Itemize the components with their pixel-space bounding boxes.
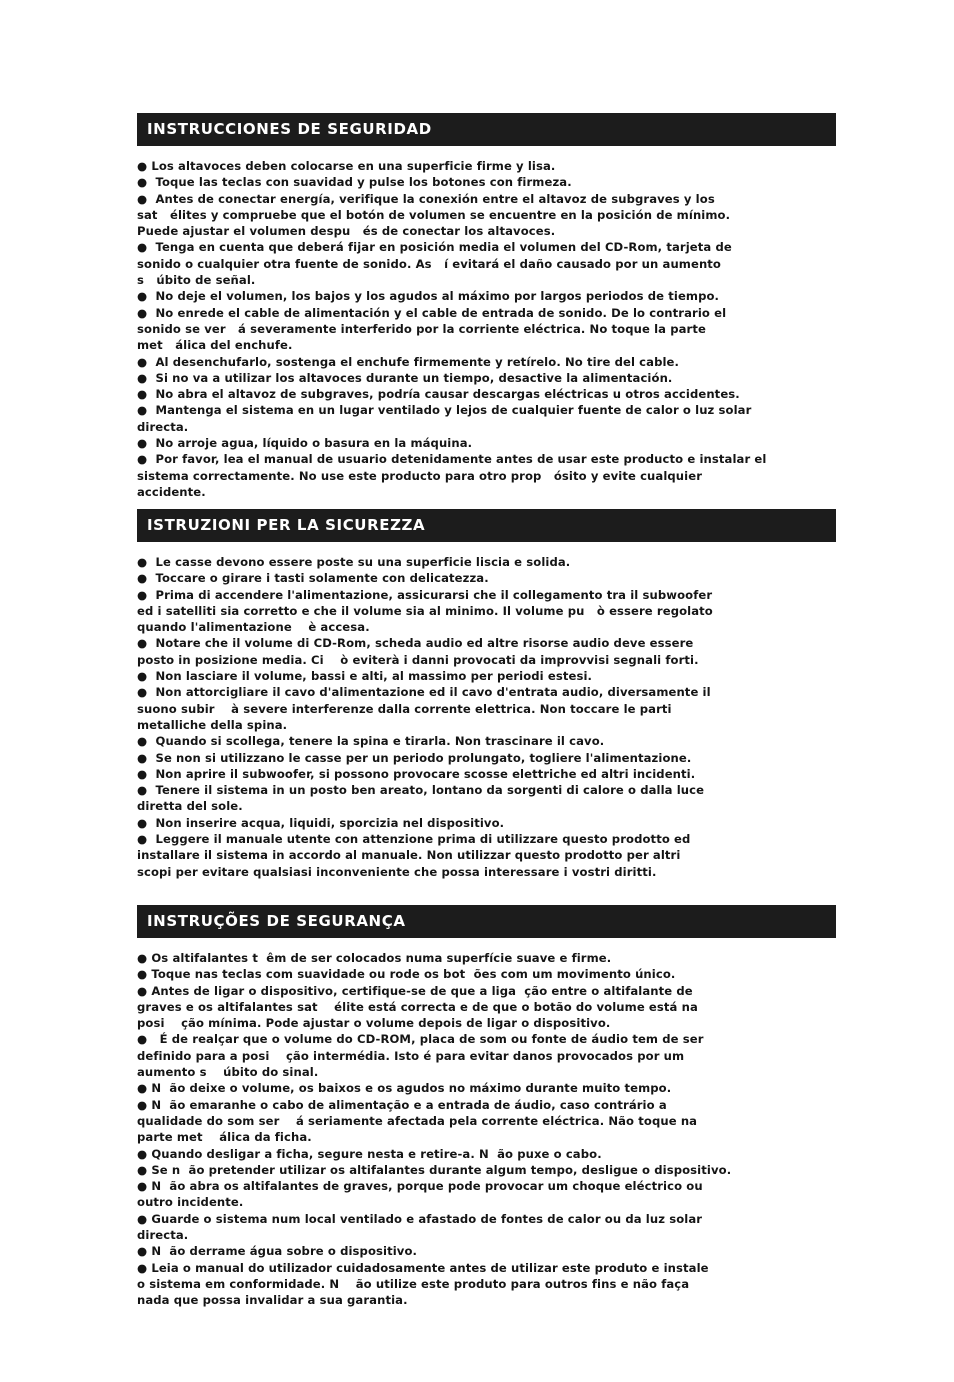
instruction-line: ● Toccare o girare i tasti solamente con delicatezza.	[137, 571, 489, 586]
instruction-line: ● N ão derrame água sobre o dispositivo.	[137, 1244, 418, 1259]
instruction-line: accidente.	[137, 484, 206, 499]
instruction-line: sat élites y compruebe que el botón de volumen se encuentre en la posición de mínimo.	[137, 207, 731, 222]
instruction-line: posto in posizione media. Ci ò eviterà i danni provocati da improvvisi segnali forti.	[137, 652, 699, 667]
section-italian	[137, 509, 836, 880]
instruction-line: ed i satelliti sia corretto e che il volume sia al minimo. Il volume pu ò essere regolato	[137, 603, 713, 618]
instruction-line: ● Antes de conectar energía, verifique la conexión entre el altavoz de subgraves y los	[137, 191, 715, 206]
instruction-line: ● N ão abra os altifalantes de graves, porque pode provocar um choque eléctrico ou	[137, 1179, 703, 1194]
instruction-line: met álica del enchufe.	[137, 338, 293, 353]
instruction-line: quando l'alimentazione è accesa.	[137, 620, 370, 635]
instruction-line: ● É de realçar que o volume do CD-ROM, placa de som ou fonte de áudio tem de ser	[137, 1032, 704, 1047]
instruction-line: scopi per evitare qualsiasi inconveniente che possa interessare i vostri diritti.	[137, 864, 657, 879]
instruction-line: ● Non inserire acqua, liquidi, sporcizia nel dispositivo.	[137, 815, 505, 830]
instruction-line: ● Prima di accendere l'alimentazione, assicurarsi che il collegamento tra il subwoofer	[137, 587, 713, 602]
section-title: ISTRUZIONI PER LA SICUREZZA	[137, 509, 836, 542]
section-title: INSTRUCCIONES DE SEGURIDAD	[137, 113, 836, 146]
instruction-line: ● Guarde o sistema num local ventilado e afastado de fontes de calor ou da luz solar	[137, 1211, 703, 1226]
instruction-line: ● Se n ão pretender utilizar os altifalantes durante algum tempo, desligue o dispositivo.	[137, 1162, 732, 1177]
instruction-line: ● Por favor, lea el manual de usuario detenidamente antes de usar este producto e instalar el	[137, 452, 767, 467]
instruction-line: ● No abra el altavoz de subgraves, podría causar descargas eléctricas u otros accidentes.	[137, 387, 740, 402]
instruction-line: directa.	[137, 1228, 189, 1243]
instruction-line: ● N ão deixe o volume, os baixos e os agudos no máximo durante muito tempo.	[137, 1081, 672, 1096]
instruction-line: ● No enrede el cable de alimentación y el cable de entrada de sonido. De lo contrario el	[137, 305, 727, 320]
instruction-line: ● Al desenchufarlo, sostenga el enchufe firmemente y retírelo. No tire del cable.	[137, 354, 680, 369]
instruction-line: sonido o cualquier otra fuente de sonido. As í evitará el daño causado por un aumento	[137, 256, 721, 271]
instruction-line: ● Se non si utilizzano le casse per un periodo prolungato, togliere l'alimentazione.	[137, 750, 692, 765]
instruction-line: ● No arroje agua, líquido o basura en la máquina.	[137, 436, 473, 451]
section-portuguese	[137, 905, 836, 1309]
instruction-line: parte met álica da ficha.	[137, 1130, 312, 1145]
instruction-line: ● Non lasciare il volume, bassi e alti, al massimo per periodi estesi.	[137, 669, 593, 684]
instruction-line: ● Non attorcigliare il cavo d'alimentazione ed il cavo d'entrata audio, diversamente il	[137, 685, 711, 700]
instruction-line: installare il sistema in accordo al manuale. Non utilizzar questo prodotto per altri	[137, 848, 681, 863]
instruction-line: metalliche della spina.	[137, 717, 288, 732]
instruction-line: sistema correctamente. No use este producto para otro prop ósito y evite cualquier	[137, 468, 703, 483]
instruction-line: s úbito de señal.	[137, 273, 256, 288]
instruction-list	[137, 950, 836, 1309]
instruction-line: suono subir à severe interferenze dalla corrente elettrica. Non toccare le parti	[137, 701, 672, 716]
instruction-list	[137, 158, 836, 500]
instruction-line: ● Os altifalantes t êm de ser colocados numa superfície suave e firme.	[137, 951, 612, 965]
instruction-line: ● Non aprire il subwoofer, si possono provocare scosse elettriche ed altri incidenti.	[137, 766, 696, 781]
instruction-line: ● Toque las teclas con suavidad y pulse los botones con firmeza.	[137, 175, 572, 190]
instruction-list	[137, 554, 836, 880]
instruction-line: ● Si no va a utilizar los altavoces durante un tiempo, desactive la alimentación.	[137, 370, 673, 385]
instruction-line: ● Toque nas teclas com suavidade ou rode os bot ões com um movimento único.	[137, 967, 676, 982]
instruction-line: qualidade do som ser á seriamente afectada pela corrente eléctrica. Não toque na	[137, 1113, 698, 1128]
instruction-line: ● No deje el volumen, los bajos y los agudos al máximo por largos periodos de tiempo.	[137, 289, 720, 304]
instruction-line: ● N ão emaranhe o cabo de alimentação e a entrada de áudio, caso contrário a	[137, 1097, 667, 1112]
instruction-line: ● Tenga en cuenta que deberá fijar en posición media el volumen del CD-Rom, tarjeta de	[137, 240, 732, 255]
instruction-line: ● Quando si scollega, tenere la spina e tirarla. Non trascinare il cavo.	[137, 734, 605, 749]
instruction-line: directa.	[137, 419, 189, 434]
instruction-line: ● Antes de ligar o dispositivo, certifique-se de que a liga ção entre o altifalante de	[137, 983, 693, 998]
instruction-line: nada que possa invalidar a sua garantia.	[137, 1293, 408, 1308]
instruction-line: diretta del sole.	[137, 799, 243, 814]
instruction-line: aumento s úbito do sinal.	[137, 1065, 319, 1080]
instruction-line: posi ção mínima. Pode ajustar o volume depois de ligar o dispositivo.	[137, 1016, 611, 1031]
section-spanish	[137, 113, 836, 500]
instruction-line: sonido se ver á severamente interferido por la corriente eléctrica. No toque la parte	[137, 321, 706, 336]
instruction-line: definido para a posi ção intermédia. Isto é para evitar danos provocados por um	[137, 1048, 685, 1063]
instruction-line: ● Quando desligar a ficha, segure nesta e retire-a. N ão puxe o cabo.	[137, 1146, 602, 1161]
section-title: INSTRUÇÕES DE SEGURANÇA	[137, 905, 836, 938]
instruction-line: outro incidente.	[137, 1195, 244, 1210]
instruction-line: ● Le casse devono essere poste su una superficie liscia e solida.	[137, 555, 571, 569]
instruction-line: ● Mantenga el sistema en un lugar ventilado y lejos de cualquier fuente de calor o luz solar	[137, 403, 752, 418]
instruction-line: ● Los altavoces deben colocarse en una superficie firme y lisa.	[137, 159, 556, 173]
instruction-line: ● Leggere il manuale utente con attenzione prima di utilizzare questo prodotto ed	[137, 832, 691, 847]
instruction-line: graves e os altifalantes sat élite está correcta e de que o botão do volume está na	[137, 999, 698, 1014]
instruction-line: o sistema em conformidade. N ão utilize este produto para outros fins e não faça	[137, 1276, 690, 1291]
instruction-line: ● Leia o manual do utilizador cuidadosamente antes de utilizar este produto e instale	[137, 1260, 709, 1275]
instruction-line: ● Notare che il volume di CD-Rom, scheda audio ed altre risorse audio deve essere	[137, 636, 694, 651]
instruction-line: Puede ajustar el volumen despu és de conectar los altavoces.	[137, 224, 556, 239]
instruction-line: ● Tenere il sistema in un posto ben areato, lontano da sorgenti di calore o dalla luce	[137, 783, 705, 798]
